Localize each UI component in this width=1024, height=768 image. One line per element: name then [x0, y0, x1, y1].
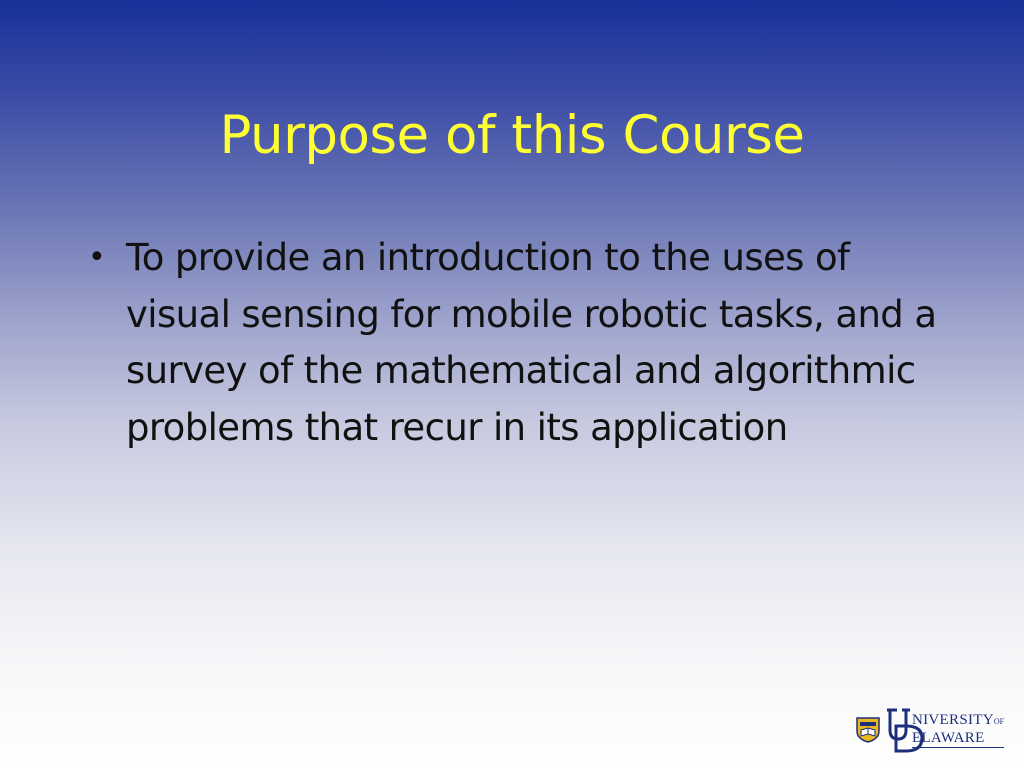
university-seal-icon — [856, 717, 880, 743]
logo-of-text: OF — [993, 717, 1005, 726]
logo-delaware-text: ELAWARE — [912, 730, 1004, 748]
university-of-delaware-logo — [856, 704, 1006, 756]
bullet-list — [88, 230, 948, 456]
bullet-glyph: • — [88, 240, 106, 275]
ud-monogram-icon — [884, 706, 926, 754]
slide-title: Purpose of this Course — [219, 105, 805, 166]
bullet-item — [88, 230, 948, 456]
bullet-text: To provide an introduction to the uses of visual sensing for mobile robotic tasks, and a survey of the mathematical and algorithmic problems that recur in its application — [126, 236, 937, 449]
logo-university-text: NIVERSITYOF — [912, 712, 1005, 728]
